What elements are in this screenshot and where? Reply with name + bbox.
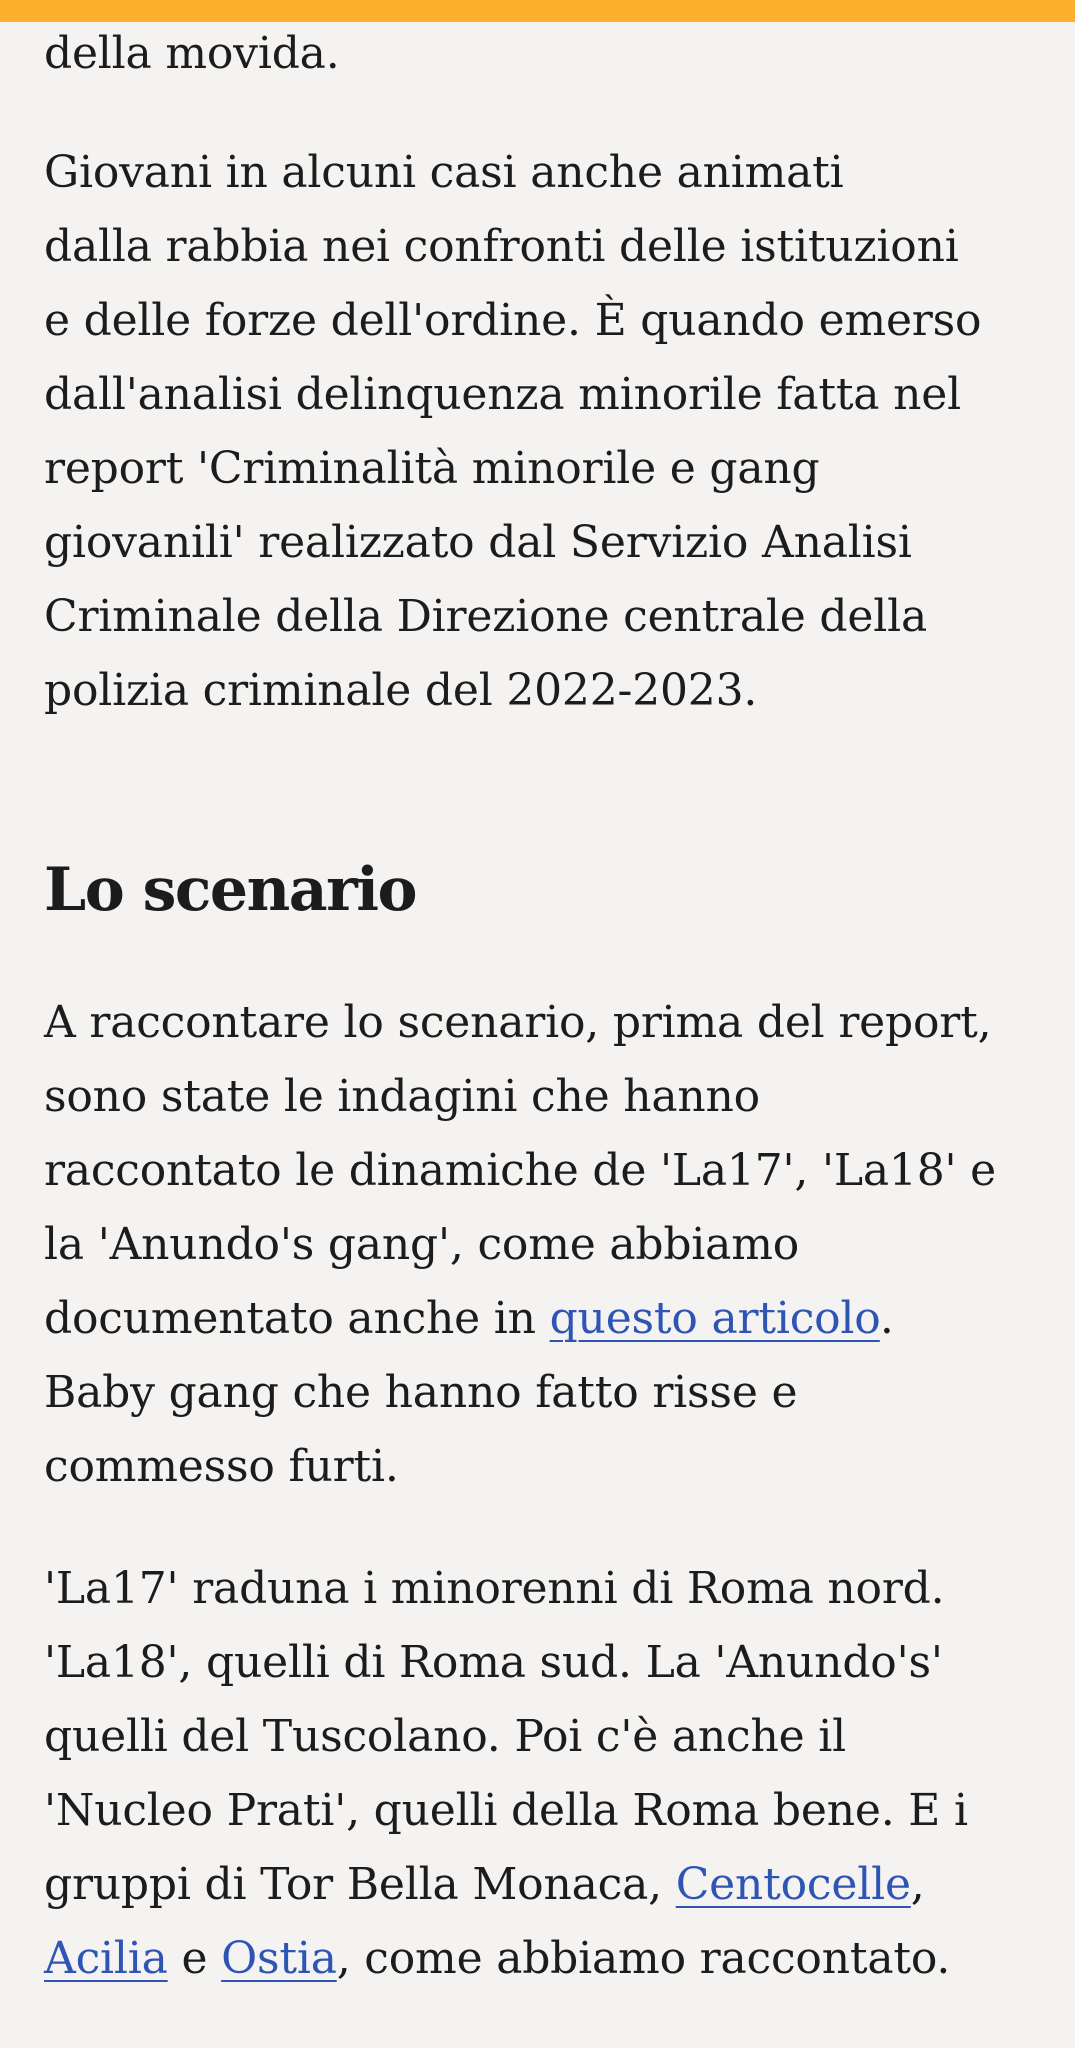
- text-line: sono state le indagini che hanno: [44, 1071, 760, 1122]
- text-fragment: documentato anche in: [44, 1293, 550, 1344]
- link-centocelle[interactable]: Centocelle: [675, 1859, 911, 1910]
- text-line: quelli del Tuscolano. Poi c'è anche il: [44, 1711, 846, 1762]
- text-fragment: .: [879, 1293, 894, 1344]
- text-fragment: gruppi di Tor Bella Monaca,: [44, 1859, 676, 1910]
- text-fragment: e: [167, 1933, 222, 1984]
- text-line: Baby gang che hanno fatto risse e: [44, 1367, 798, 1418]
- text-line: [44, 1848, 1034, 1922]
- text-line: [44, 1282, 1034, 1356]
- text-line: [44, 1922, 1034, 1996]
- text-line: giovanili' realizzato dal Servizio Analisi: [44, 517, 912, 568]
- paragraph-gangs: [44, 1552, 1034, 1996]
- link-acilia[interactable]: Acilia: [44, 1933, 168, 1984]
- text-line: la 'Anundo's gang', come abbiamo: [44, 1219, 800, 1270]
- text-fragment: , come abbiamo raccontato.: [336, 1933, 951, 1984]
- text-line: dalla rabbia nei confronti delle istituzioni: [44, 221, 959, 272]
- text-fragment: ,: [910, 1859, 925, 1910]
- text-line: Criminale della Direzione centrale della: [44, 591, 927, 642]
- link-questo-articolo[interactable]: questo articolo: [549, 1293, 880, 1344]
- text-line: dall'analisi delinquenza minorile fatta nel: [44, 369, 961, 420]
- text-line: report 'Criminalità minorile e gang: [44, 443, 820, 494]
- text-line: polizia criminale del 2022-2023.: [44, 665, 758, 716]
- text-line: 'La17' raduna i minorenni di Roma nord.: [44, 1563, 945, 1614]
- text-line: A raccontare lo scenario, prima del report,: [44, 997, 992, 1048]
- paragraph-giovani: [44, 136, 1034, 728]
- text-line: 'Nucleo Prati', quelli della Roma bene. E i: [44, 1785, 968, 1836]
- text-line: Giovani in alcuni casi anche animati: [44, 147, 844, 198]
- text-line: e delle forze dell'ordine. È quando emerso: [44, 295, 982, 346]
- text-line: commesso furti.: [44, 1441, 399, 1492]
- section-heading: Lo scenario: [44, 855, 417, 925]
- paragraph-scenario: [44, 986, 1034, 1504]
- link-ostia[interactable]: Ostia: [221, 1933, 337, 1984]
- text-line: 'La18', quelli di Roma sud. La 'Anundo's': [44, 1637, 943, 1688]
- paragraph-tail: della movida.: [44, 28, 340, 79]
- text-line: raccontato le dinamiche de 'La17', 'La18' e: [44, 1145, 997, 1196]
